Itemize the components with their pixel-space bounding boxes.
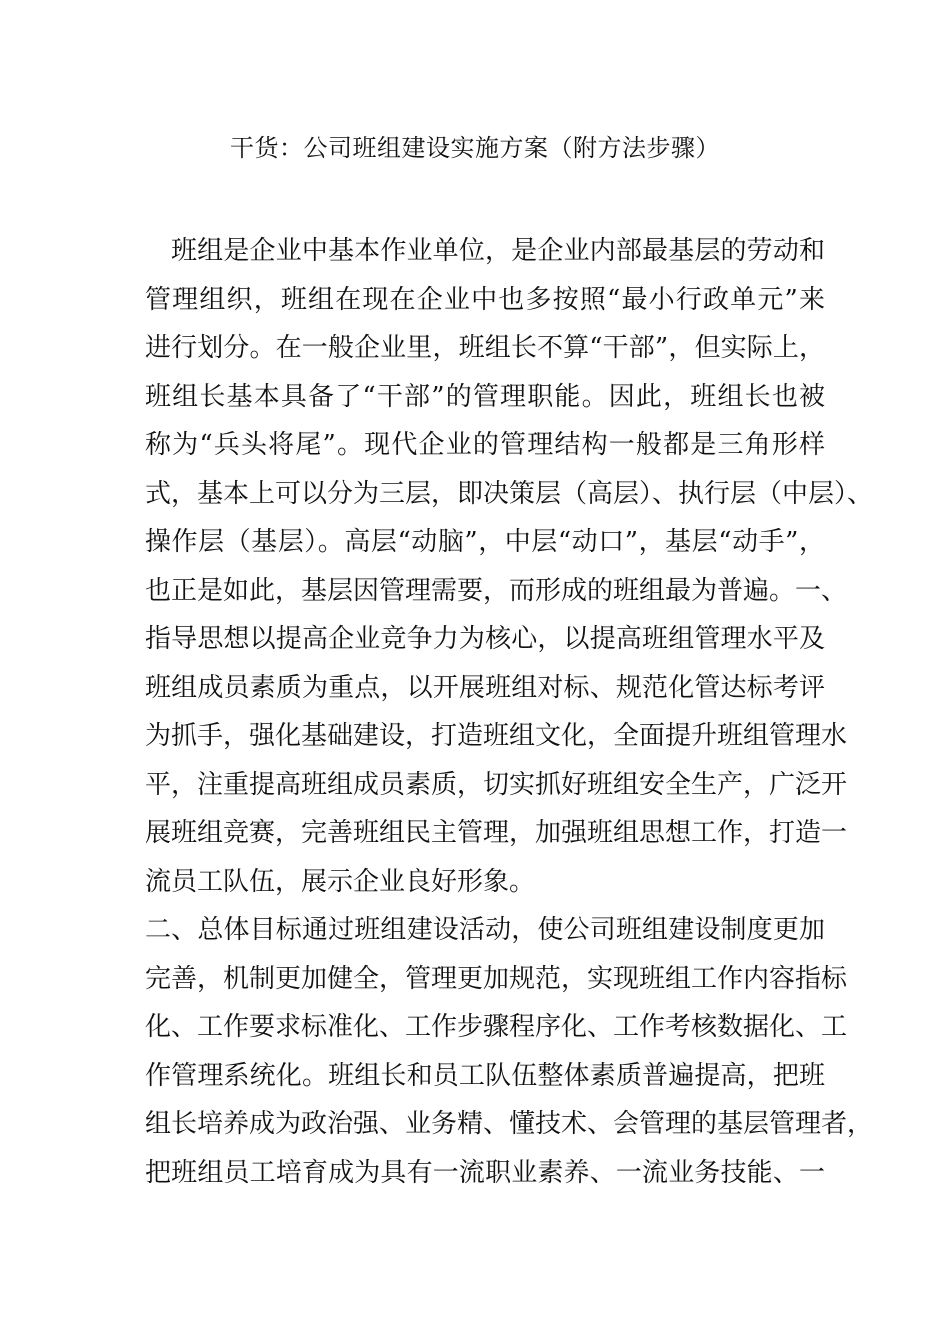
text-line: 流员工队伍，展示企业良好形象。 — [145, 866, 536, 897]
text-line: 展班组竞赛，完善班组民主管理，加强班组思想工作，打造一 — [145, 818, 848, 848]
text-line: 化、工作要求标准化、工作步骤程序化、工作考核数据化、工 — [145, 1012, 848, 1042]
text-line: 班组成员素质为重点，以开展班组对标、规范化管达标考评 — [145, 672, 825, 703]
text-line: 进行划分。在一般企业里，班组长不算“干部”，但实际上， — [145, 333, 825, 363]
text-line: 组长培养成为政治强、业务精、懂技术、会管理的基层管理者， — [145, 1109, 874, 1139]
text-line: 作管理系统化。班组长和员工队伍整体素质普遍提高，把班 — [145, 1060, 825, 1091]
text-line: 式，基本上可以分为三层，即决策层（高层）、执行层（中层）、 — [145, 478, 874, 509]
text-line: 操作层（基层）。高层“动脑”，中层“动口”，基层“动手”， — [145, 527, 825, 557]
text-line: 指导思想以提高企业竞争力为核心，以提高班组管理水平及 — [145, 624, 825, 654]
text-line: 班组是企业中基本作业单位，是企业内部最基层的劳动和 — [171, 236, 825, 266]
document-title: 干货：公司班组建设实施方案（附方法步骤） — [230, 134, 720, 162]
text-line: 二、总体目标通过班组建设活动，使公司班组建设制度更加 — [145, 915, 825, 945]
text-line: 为抓手，强化基础建设，打造班组文化，全面提升班组管理水 — [145, 721, 848, 751]
text-line: 班组长基本具备了“干部”的管理职能。因此，班组长也被 — [145, 381, 825, 412]
text-line: 把班组员工培育成为具有一流职业素养、一流业务技能、一 — [145, 1157, 825, 1188]
text-line: 完善，机制更加健全，管理更加规范，实现班组工作内容指标 — [145, 963, 848, 994]
document-body — [145, 227, 874, 1197]
text-line: 管理组织，班组在现在企业中也多按照“最小行政单元”来 — [145, 284, 825, 315]
text-line: 称为“兵头将尾”。现代企业的管理结构一般都是三角形样 — [145, 430, 825, 460]
text-line: 平，注重提高班组成员素质，切实抓好班组安全生产，广泛开 — [145, 769, 848, 800]
text-line: 也正是如此，基层因管理需要，而形成的班组最为普遍。一、 — [145, 575, 848, 606]
